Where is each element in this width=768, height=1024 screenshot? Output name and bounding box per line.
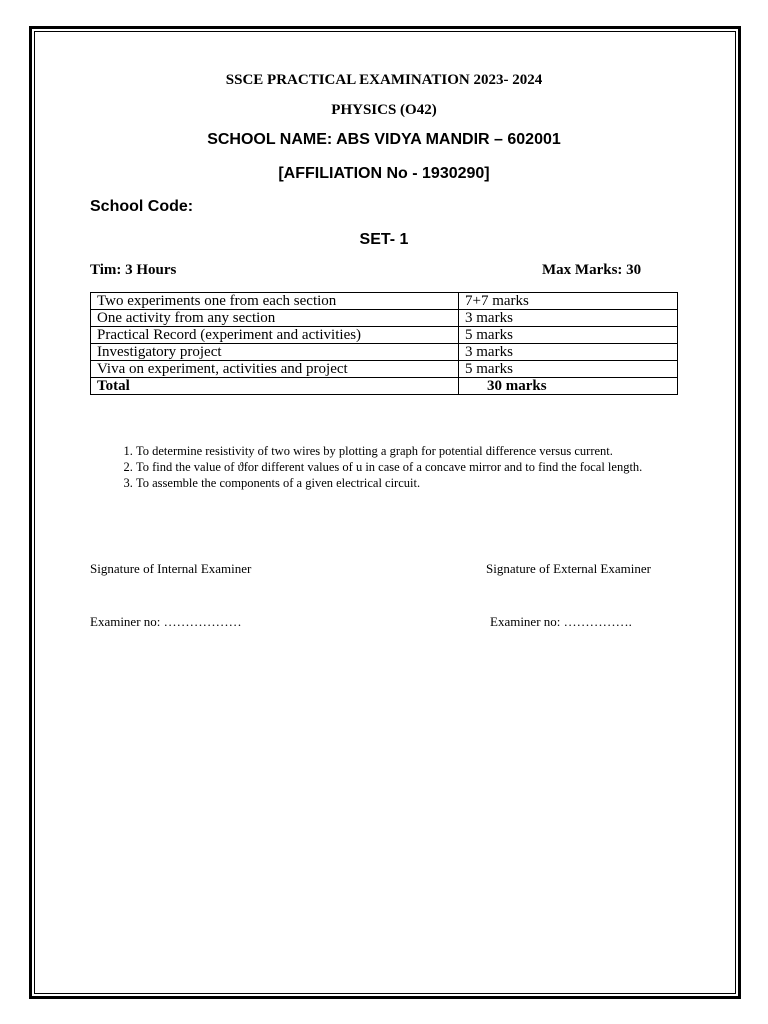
external-examiner-number: Examiner no: ……………. <box>490 614 632 629</box>
table-row-total <box>91 378 678 395</box>
school-code-label: School Code: <box>90 198 194 215</box>
internal-examiner-signature: Signature of Internal Examiner <box>90 561 252 576</box>
table-cell-item: Practical Record (experiment and activities) <box>91 327 459 344</box>
list-item: 2. To find the value of ϑfor different values of u in case of a concave mirror and to find the focal length. <box>136 459 726 475</box>
set-number: SET- 1 <box>359 231 409 248</box>
marks-distribution-table <box>90 292 678 395</box>
school-name: SCHOOL NAME: ABS VIDYA MANDIR – 602001 <box>207 131 561 148</box>
table-cell-item: One activity from any section <box>91 310 459 327</box>
table-cell-total-label: Total <box>91 378 459 395</box>
table-cell-total-marks: 30 marks <box>459 378 678 395</box>
exam-duration: Tim: 3 Hours <box>90 262 177 278</box>
table-row <box>91 327 678 344</box>
table-row <box>91 344 678 361</box>
subject-title: PHYSICS (O42) <box>331 102 437 118</box>
table-cell-marks: 3 marks <box>459 310 678 327</box>
internal-examiner-number: Examiner no: ……………… <box>90 614 242 629</box>
table-cell-item: Investigatory project <box>91 344 459 361</box>
max-marks: Max Marks: 30 <box>542 262 642 278</box>
table-cell-marks: 3 marks <box>459 344 678 361</box>
external-examiner-signature: Signature of External Examiner <box>486 561 651 576</box>
table-row <box>91 361 678 378</box>
table-row <box>91 310 678 327</box>
table-cell-item: Two experiments one from each section <box>91 293 459 310</box>
affiliation-number: [AFFILIATION No - 1930290] <box>278 165 490 182</box>
list-item: 1. To determine resistivity of two wires by plotting a graph for potential difference versus current. <box>136 443 726 459</box>
experiment-list <box>90 443 726 491</box>
table-cell-marks: 5 marks <box>459 327 678 344</box>
table-cell-marks: 5 marks <box>459 361 678 378</box>
exam-title: SSCE PRACTICAL EXAMINATION 2023- 2024 <box>225 72 543 88</box>
table-row <box>91 293 678 310</box>
list-item: 3. To assemble the components of a given electrical circuit. <box>136 475 726 491</box>
table-cell-marks: 7+7 marks <box>459 293 678 310</box>
table-cell-item: Viva on experiment, activities and project <box>91 361 459 378</box>
